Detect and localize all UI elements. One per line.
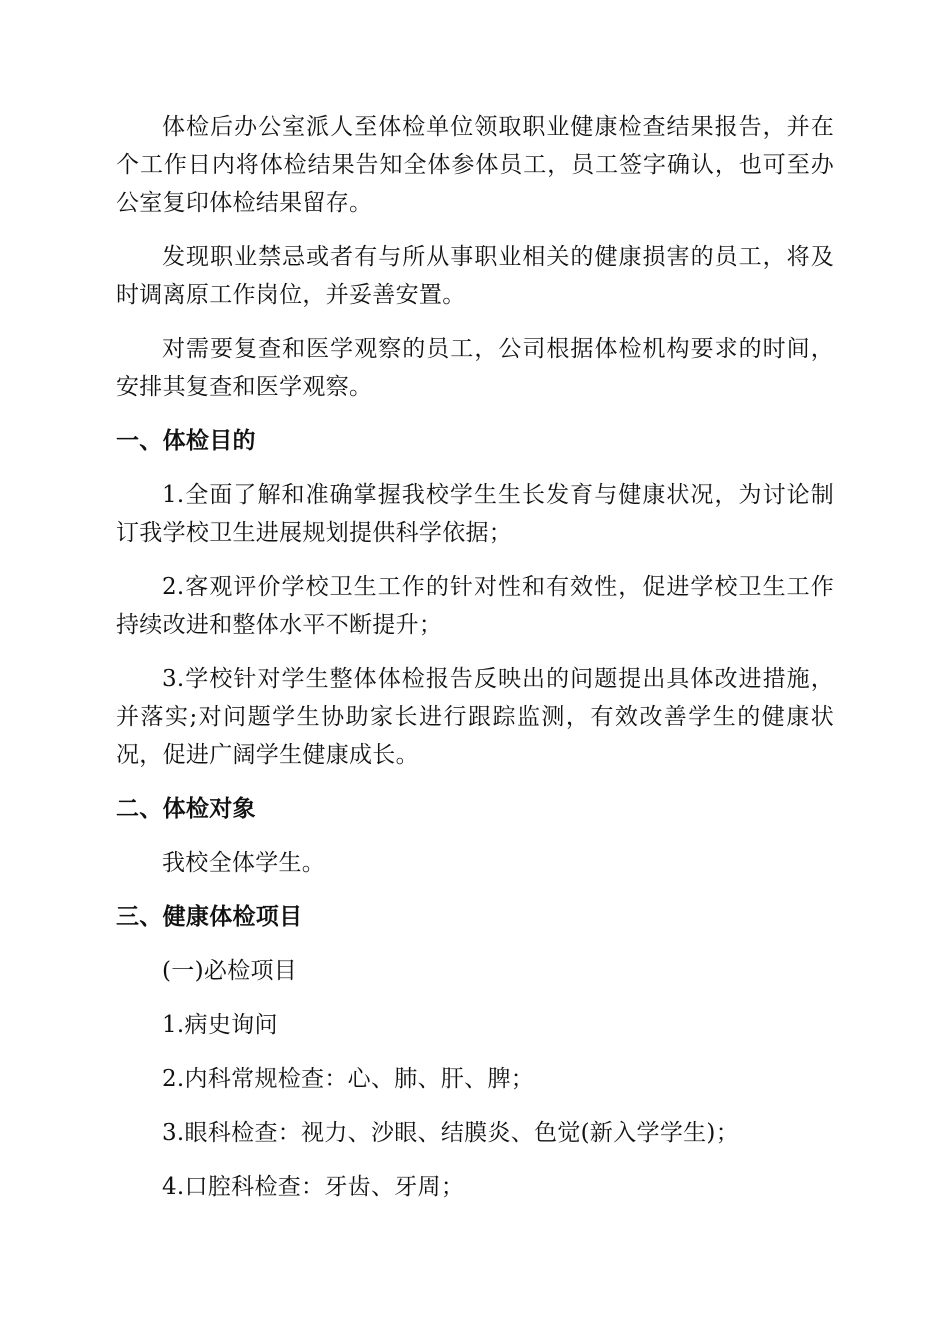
exam-item-1: 1.病史询问 [162,1012,278,1038]
section-heading-subjects: 二、体检对象 [116,796,256,822]
exam-item-4: 4.口腔科检查：牙齿、牙周； [162,1174,465,1200]
purpose-item-2: 2.客观评价学校卫生工作的针对性和有效性，促进学校卫生工作持续改进和整体水平不断提升； [116,574,834,638]
exam-item-2: 2.内科常规检查：心、肺、肝、脾； [162,1066,535,1092]
purpose-item-3: 3.学校针对学生整体体检报告反映出的问题提出具体改进措施，并落实;对问题学生协助家长进行跟踪监测，有效改善学生的健康状况，促进广阔学生健康成长。 [116,666,834,768]
section-heading-items: 三、健康体检项目 [116,904,303,930]
subjects-text: 我校全体学生。 [162,850,326,876]
section-heading-purpose: 一、体检目的 [116,428,256,454]
document-body [116,108,834,1222]
exam-item-3: 3.眼科检查：视力、沙眼、结膜炎、色觉(新入学学生)； [162,1120,739,1146]
intro-paragraph-3: 对需要复查和医学观察的员工，公司根据体检机构要求的时间，安排其复查和医学观察。 [116,336,834,400]
intro-paragraph-1: 体检后办公室派人至体检单位领取职业健康检查结果报告，并在个工作日内将体检结果告知全体参体员工，员工签字确认，也可至办公室复印体检结果留存。 [116,114,834,216]
intro-paragraph-2: 发现职业禁忌或者有与所从事职业相关的健康损害的员工，将及时调离原工作岗位，并妥善安置。 [116,244,834,308]
purpose-item-1: 1.全面了解和准确掌握我校学生生长发育与健康状况，为讨论制订我学校卫生进展规划提供科学依据； [116,482,834,546]
required-items-subheading: (一)必检项目 [162,958,298,984]
